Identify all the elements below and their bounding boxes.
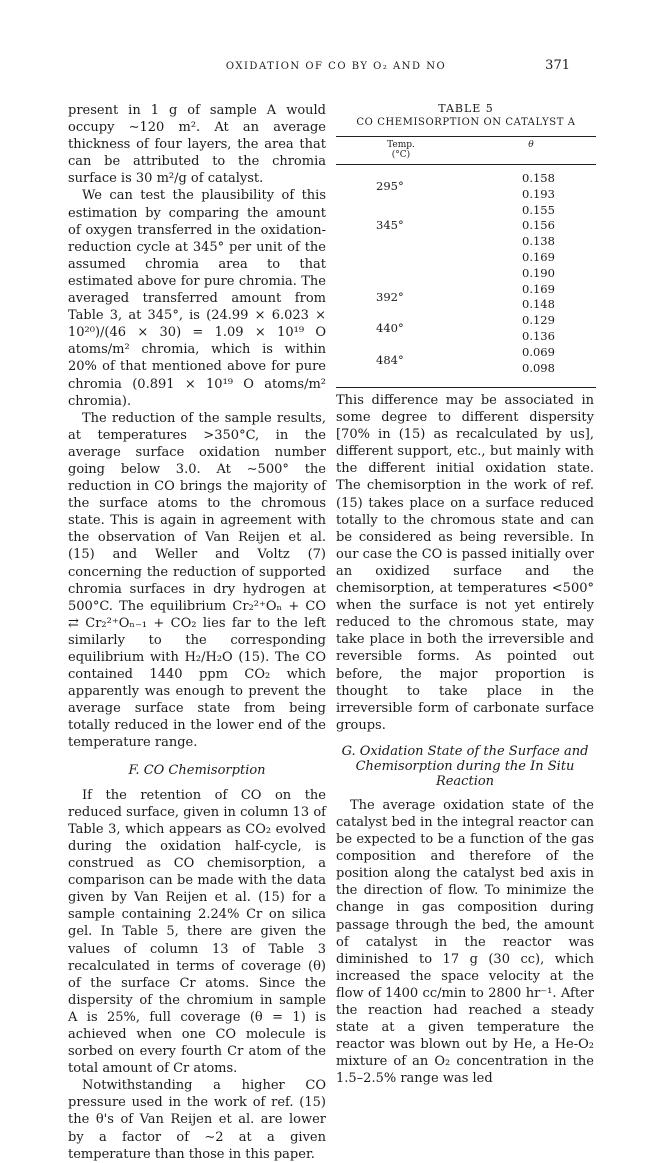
table-header-theta: θ (528, 140, 534, 150)
right-paragraph-2: The average oxidation state of the catalyst bed in the integral reactor can be expected to be a function of the gas composition and therefore of the position along the catalyst bed axis in the direction of flow. To minimize the change in gas composition during passage through the bed, the amount of catalyst in the reactor was diminished to 17 g (30 cc), which increased the space velocity at the flow of 1400 cc/min to 2800 hr⁻¹. After the reaction had reached a steady state at a given temperature the reactor was blown out by He, a He-O₂ mixture of an O₂ concentration in the 1.5–2.5% range was led (336, 797, 594, 1087)
table-theta-cell: 0.156 (522, 218, 555, 233)
left-paragraph-2: We can test the plausibility of this estimation by comparing the amount of oxygen transferred in the oxidation-reduction cycle at 345° per unit of the assumed chromia area to that estimated above for pure chromia. The averaged transferred amount from Table 3, at 345°, is (24.99 × 6.023 × 10²⁰)/(46 × 30) = 1.09 × 10¹⁹ O atoms/m² chromia, which is within 20% of that mentioned above for pure chromia (0.891 × 10¹⁹ O atoms/m² chromia). (68, 188, 326, 409)
table-temp-cell: 392° (376, 289, 404, 304)
section-heading-f: F. CO Chemisorption (128, 762, 266, 778)
left-column (68, 102, 326, 1163)
table-theta-cell: 0.098 (522, 360, 555, 375)
table-header-row (336, 137, 596, 164)
table-temp-cell: 440° (376, 321, 404, 336)
table-title: TABLE 5 (438, 102, 494, 115)
table-theta-cell: 0.169 (522, 250, 555, 264)
section-heading-g: G. Oxidation State of the Surface and Chemisorption during the In Situ Reaction (341, 743, 589, 789)
table-theta-cell: 0.148 (522, 297, 555, 312)
table-temp-cell: 484° (376, 352, 404, 367)
table-theta-cell: 0.136 (522, 329, 555, 343)
running-title: OXIDATION OF CO BY O₂ AND NO (225, 61, 447, 72)
header-temp-label: Temp. (387, 140, 415, 150)
right-column (336, 102, 594, 1087)
running-header (0, 58, 672, 78)
table-theta-cell: 0.155 (522, 202, 555, 217)
table-theta-cell: 0.193 (522, 186, 555, 201)
table-5 (336, 102, 596, 388)
right-paragraph-1: This difference may be associated in some degree to different dispersity [70% in (15) as recalculated by us], different support, etc., but mainly with the different initial oxidation state. The chemisorption in the work of ref. (15) takes place on a surface reduced totally to the chromous state and can be considered as being reversible. In our case the CO is passed initially over an oxidized surface and the chemisorption, at temperatures <500° when the surface is not yet entirely reduced to the chromous state, may take place in both the irreversible and reversible forms. As pointed out before, the major proportion is thought to take place in the irreversible form of carbonate surface groups. (336, 393, 594, 733)
table-temp-cell: 295° (376, 178, 404, 193)
left-paragraph-5: Notwithstanding a higher CO pressure used in the work of ref. (15) the θ's of Van Reijen et al. are lower by a factor of ∼2 at a given temperature than those in this paper. (68, 1078, 326, 1162)
left-paragraph-1: present in 1 g of sample A would occupy ∼120 m². At an average thickness of four layers, the area that can be attributed to the chromia surface is 30 m²/g of catalyst. (68, 103, 326, 187)
table-temp-cell: 345° (376, 218, 404, 233)
table-theta-cell: 0.129 (522, 313, 555, 328)
page-number: 371 (545, 58, 570, 73)
table-theta-cell: 0.158 (522, 171, 555, 185)
table-body (336, 165, 596, 387)
table-theta-cell: 0.069 (522, 344, 555, 359)
table-theta-cell: 0.190 (522, 265, 555, 280)
table-subtitle: CO CHEMISORPTION ON CATALYST A (356, 117, 576, 128)
table-theta-cell: 0.169 (522, 281, 555, 296)
left-paragraph-3: The reduction of the sample results, at temperatures >350°C, in the average surface oxidation number going below 3.0. At ∼500° the reduction in CO brings the majority of the surface atoms to the chromous state. This is again in agreement with the observation of Van Reijen et al. (15) and Weller and Voltz (7) concerning the reduction of supported chromia surfaces in dry hydrogen at 500°C. The equilibrium Cr₂²⁺Oₙ + CO ⇄ Cr₂²⁺Oₙ₋₁ + CO₂ lies far to the left similarly to the corresponding equilibrium with H₂/H₂O (15). The CO contained 1440 ppm CO₂ which apparently was enough to prevent the average surface state from being totally reduced in the lower end of the temperature range. (68, 410, 326, 751)
table-theta-cell: 0.138 (522, 234, 555, 249)
header-temp-unit: (°C) (391, 150, 411, 160)
left-paragraph-4: If the retention of CO on the reduced surface, given in column 13 of Table 3, which appears as CO₂ evolved during the oxidation half-cycle, is construed as CO chemisorption, a comparison can be made with the data given by Van Reijen et al. (15) for a sample containing 2.24% Cr on silica gel. In Table 5, there are given the values of column 13 of Table 3 recalculated in terms of coverage (θ) of the surface Cr atoms. Since the dispersity of the chromium in sample A is 25%, full coverage (θ = 1) is achieved when one CO molecule is sorbed on every fourth Cr atom of the total amount of Cr atoms. (68, 787, 326, 1077)
table-header-temp (356, 140, 446, 160)
table-bottom-rule (336, 387, 596, 388)
